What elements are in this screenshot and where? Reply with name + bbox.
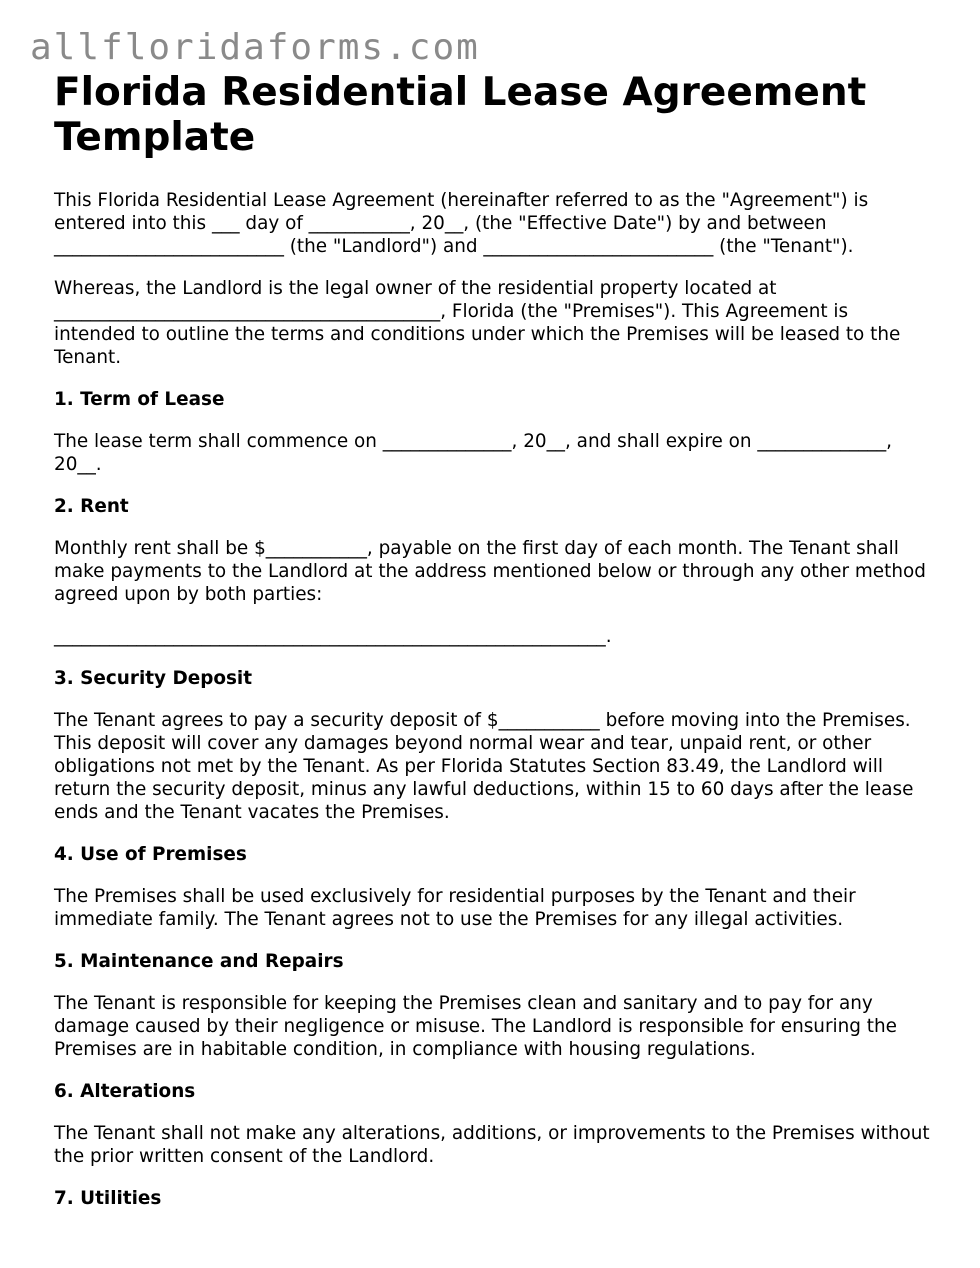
- section-heading: 6. Alterations: [54, 1081, 196, 1102]
- site-watermark: allfloridaforms.com: [30, 27, 480, 68]
- section-paragraph: The Tenant is responsible for keeping the Premises clean and sanitary and to pay for any damage caused by their negligence or misuse. The Landlord is responsible for ensuring the Premises are in habitable condition, in compliance with housing regulations.: [54, 993, 903, 1060]
- section-security-deposit: [54, 667, 934, 824]
- section-heading: 3. Security Deposit: [54, 668, 253, 689]
- document-title: Florida Residential Lease Agreement Template: [54, 70, 867, 160]
- section-rent: [54, 495, 934, 648]
- section-paragraph: The lease term shall commence on ______________, 20__, and shall expire on ______________, 20__.: [54, 431, 898, 475]
- section-paragraph: The Tenant agrees to pay a security deposit of $___________ before moving into the Premises. This deposit will cover any damages beyond normal wear and tear, unpaid rent, or other obligations not met by the Tenant. As per Florida Statutes Section 83.49, the Landlord will return the security deposit, minus any lawful deductions, within 15 to 60 days after the lease ends and the Tenant vacates the Premises.: [54, 710, 920, 823]
- intro-paragraph-parties: This Florida Residential Lease Agreement (hereinafter referred to as the "Agreement") is entered into this ___ day of ___________, 20__, (the "Effective Date") by and between _________________________ (the "Landlord") and _________________________ (the "Tenant").: [54, 190, 875, 257]
- document-body: [54, 189, 934, 1210]
- section-maintenance-and-repairs: [54, 950, 934, 1061]
- section-paragraph: Monthly rent shall be $___________, payable on the first day of each month. The Tenant shall make payments to the Landlord at the address mentioned below or through any other method agreed upon by both parties:: [54, 538, 932, 605]
- section-heading: 7. Utilities: [54, 1188, 162, 1209]
- section-heading: 4. Use of Premises: [54, 844, 247, 865]
- section-paragraph: The Premises shall be used exclusively for residential purposes by the Tenant and their immediate family. The Tenant agrees not to use the Premises for any illegal activities.: [54, 886, 862, 930]
- section-heading: 5. Maintenance and Repairs: [54, 951, 344, 972]
- intro-paragraph-premises: Whereas, the Landlord is the legal owner of the residential property located at __________________________________________, Florida (the "Premises"). This Agreement is intended to outline the terms and conditions under which the Premises will be leased to the Tenant.: [54, 278, 907, 368]
- section-alterations: [54, 1080, 934, 1168]
- section-paragraph: The Tenant shall not make any alterations, additions, or improvements to the Premises without the prior written consent of the Landlord.: [54, 1123, 936, 1167]
- section-utilities: [54, 1187, 934, 1210]
- section-term-of-lease: [54, 388, 934, 476]
- section-heading: 1. Term of Lease: [54, 389, 225, 410]
- section-heading: 2. Rent: [54, 496, 129, 517]
- lease-document: [54, 70, 934, 1229]
- payment-address-blank: ____________________________________________________________.: [54, 626, 612, 647]
- section-use-of-premises: [54, 843, 934, 931]
